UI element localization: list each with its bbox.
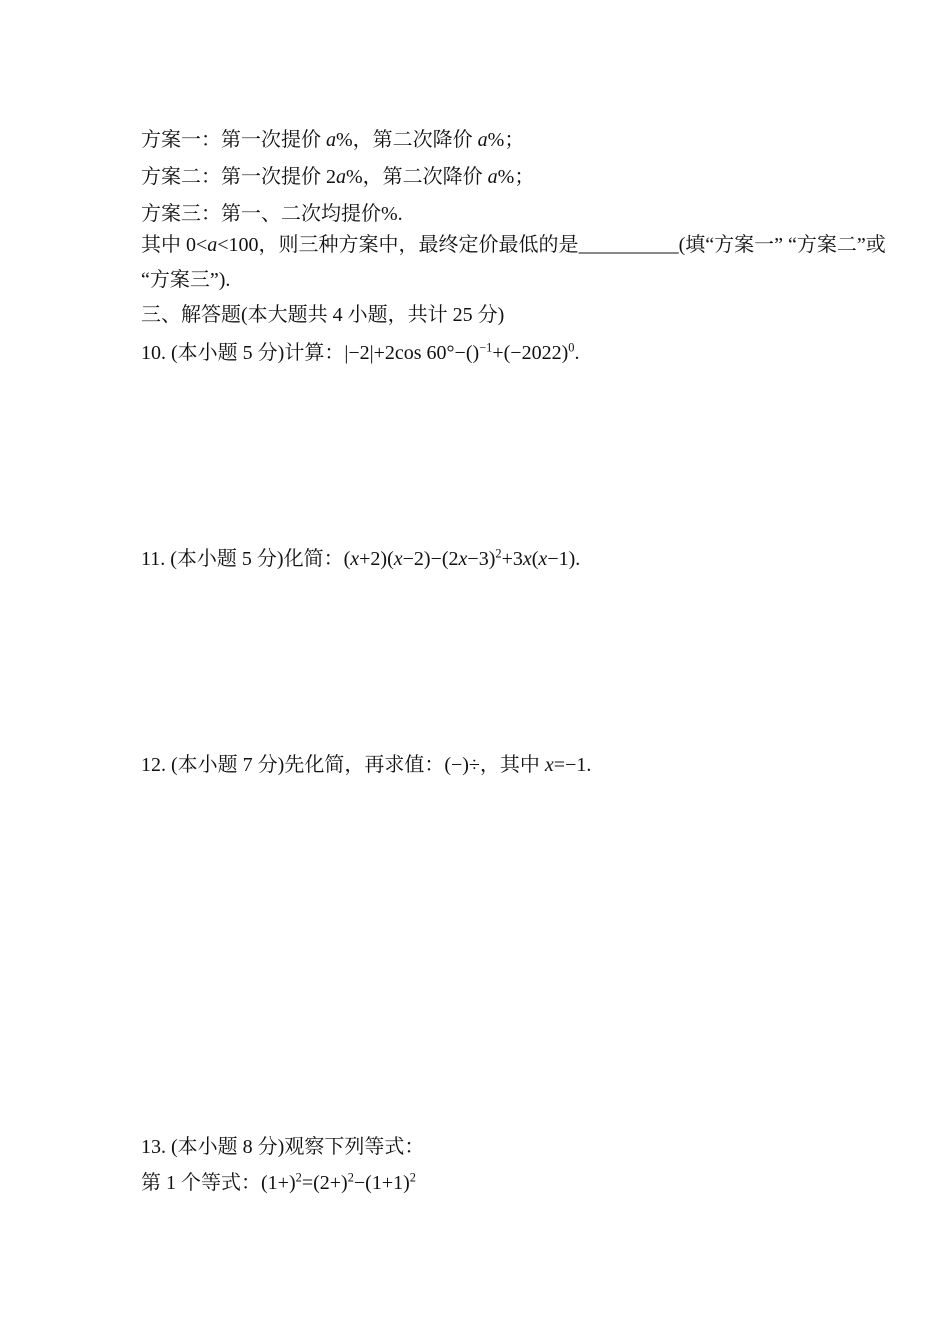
question-11-text: 11. (本小题 5 分)化简：$(x+2)(x-2)-(2x-3)^2+3x(x-1)$. xyxy=(141,546,581,570)
line-plan-two: 方案二：第一次提价 2a%，第二次降价 a%； xyxy=(141,166,535,188)
section-three-heading: 三、解答题(本大题共 4 小题，共计 25 分) xyxy=(141,304,505,326)
line-fill-blank-wrap: “方案三”). xyxy=(141,269,231,291)
question-12-text: 12. (本小题 7 分)先化简，再求值：(−)÷，其中 x=−1. xyxy=(141,754,592,776)
question-13-equation-1: 第 1 个等式：$(1+)^2=(2+)^2-(1+1)^2$ xyxy=(141,1170,416,1194)
line-plan-one: 方案一：第一次提价 a%，第二次降价 a%； xyxy=(141,129,525,151)
line-plan-three: 方案三：第一、二次均提价%. xyxy=(141,203,403,225)
line-fill-blank-condition: 其中 0<a<100，则三种方案中，最终定价最低的是__________(填“方案一” “方案二”或 xyxy=(141,234,886,256)
question-13-text: 13. (本小题 8 分)观察下列等式： xyxy=(141,1136,425,1158)
question-10-text: 10. (本小题 5 分)计算：|−2|+2cos $60^\circ-()^{-1}+(-2022)^0$. xyxy=(141,340,580,364)
